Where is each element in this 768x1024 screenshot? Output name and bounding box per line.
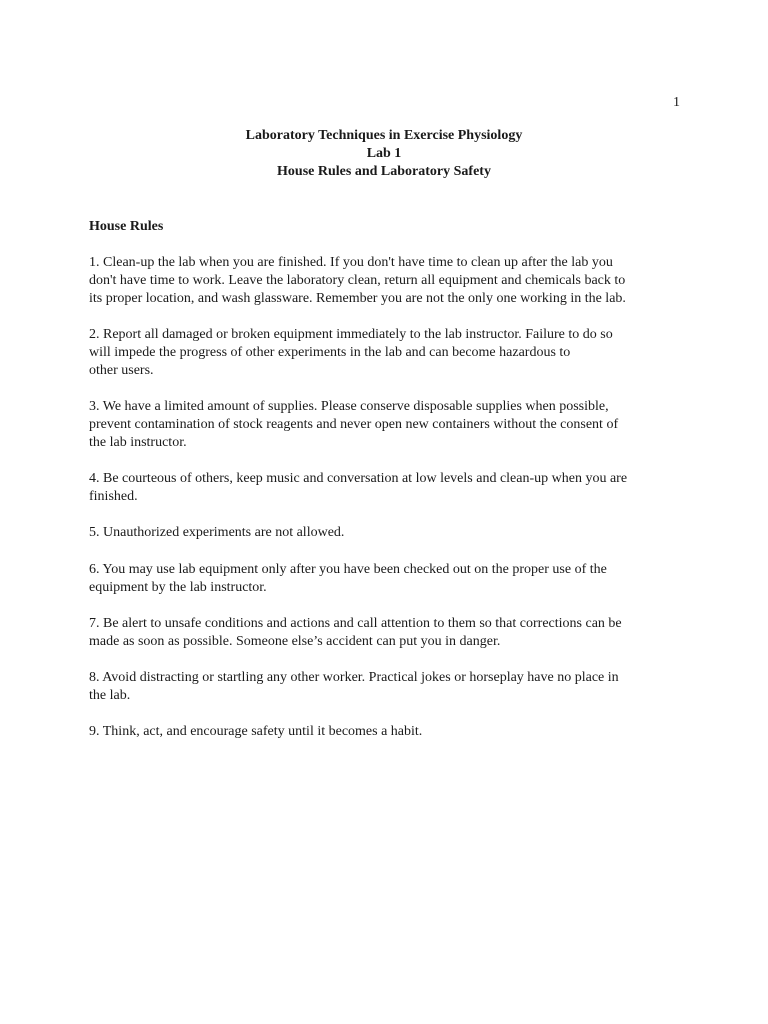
rule-line: 2. Report all damaged or broken equipment immediately to the lab instructor. Failure to do so — [89, 327, 613, 342]
rule-item-5 — [89, 524, 679, 542]
rule-line: the lab instructor. — [89, 435, 187, 450]
rule-line: don't have time to work. Leave the laboratory clean, return all equipment and chemicals back to — [89, 273, 626, 288]
rule-line: 9. Think, act, and encourage safety until it becomes a habit. — [89, 724, 423, 739]
rule-line: other users. — [89, 363, 154, 378]
rule-line: 6. You may use lab equipment only after you have been checked out on the proper use of the — [89, 562, 607, 577]
rule-item-8 — [89, 669, 679, 705]
page-number: 1 — [673, 95, 680, 110]
rule-item-7 — [89, 615, 679, 651]
rule-line: 8. Avoid distracting or startling any other worker. Practical jokes or horseplay have no place in — [89, 670, 619, 685]
rule-item-9 — [89, 723, 679, 741]
rule-line: equipment by the lab instructor. — [89, 580, 267, 595]
rule-item-4 — [89, 470, 679, 506]
rule-line: 4. Be courteous of others, keep music and conversation at low levels and clean-up when you are — [89, 471, 628, 486]
rule-line: 1. Clean-up the lab when you are finished. If you don't have time to clean up after the lab you — [89, 255, 613, 270]
course-title: Laboratory Techniques in Exercise Physiology — [245, 128, 523, 143]
rule-line: finished. — [89, 489, 138, 504]
rule-line: prevent contamination of stock reagents and never open new containers without the consent of — [89, 417, 619, 432]
rule-line: the lab. — [89, 688, 131, 703]
lab-topic: House Rules and Laboratory Safety — [277, 164, 491, 179]
section-heading: House Rules — [89, 219, 164, 234]
rule-line: 7. Be alert to unsafe conditions and actions and call attention to them so that corrections can be — [89, 616, 622, 631]
rule-item-2 — [89, 326, 679, 380]
rule-line: will impede the progress of other experiments in the lab and can become hazardous to — [89, 345, 571, 360]
lab-number: Lab 1 — [366, 146, 402, 161]
rule-line: its proper location, and wash glassware. Remember you are not the only one working in the lab. — [89, 291, 626, 306]
rule-line: made as soon as possible. Someone else’s accident can put you in danger. — [89, 634, 501, 649]
rule-line: 5. Unauthorized experiments are not allowed. — [89, 525, 345, 540]
rule-item-1 — [89, 254, 679, 308]
rule-item-6 — [89, 561, 679, 597]
rule-line: 3. We have a limited amount of supplies. Please conserve disposable supplies when possible, — [89, 399, 609, 414]
document-title — [89, 127, 679, 181]
rule-item-3 — [89, 398, 679, 452]
